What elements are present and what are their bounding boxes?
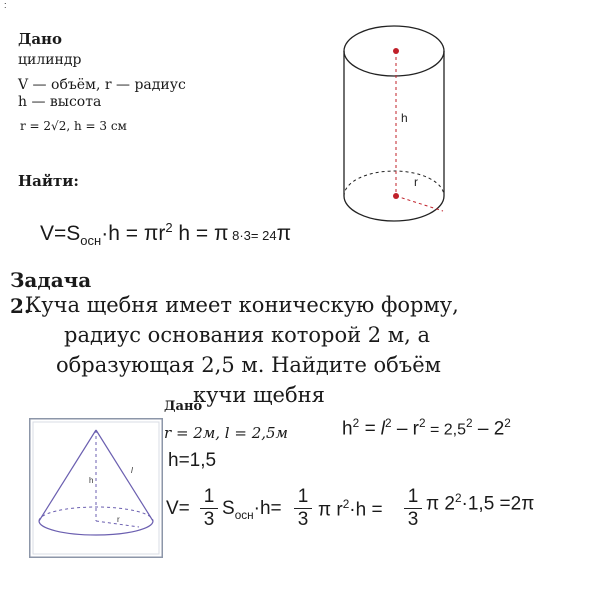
eq-value: = 2,5 bbox=[425, 421, 467, 439]
cone-fraction-1 bbox=[200, 487, 218, 530]
fraction-1-numerator: 1 bbox=[203, 486, 215, 507]
fraction-1-denominator: 3 bbox=[203, 509, 215, 531]
given-line-height: h — высота bbox=[18, 94, 102, 110]
formula2-h2: ·h = bbox=[349, 499, 383, 521]
corner-mark: : bbox=[4, 0, 7, 10]
cone-formula-result bbox=[426, 492, 534, 515]
fraction-3-denominator: 3 bbox=[407, 509, 419, 531]
cone-formula-v: V= bbox=[166, 498, 190, 519]
cone-slant-label: l bbox=[131, 466, 133, 475]
cylinder-height-label: h bbox=[401, 111, 408, 125]
eq-sup-c: 2 bbox=[419, 417, 426, 430]
formula2-sup-2a: 2 bbox=[342, 498, 350, 511]
cone-radius-label: r bbox=[117, 515, 120, 524]
formula2-h-eq: ·h= bbox=[253, 498, 282, 519]
cone-formula-pi-r-h bbox=[318, 498, 383, 521]
formula2-s: S bbox=[222, 498, 235, 519]
given-title: Дано bbox=[18, 30, 63, 48]
height-result: h=1,5 bbox=[168, 450, 217, 471]
cylinder-figure bbox=[338, 18, 450, 233]
task-heading: Задача bbox=[10, 268, 92, 292]
height-squared-equation bbox=[342, 417, 511, 440]
task-line-1: Куча щебня имеет коническую форму, bbox=[25, 293, 459, 317]
task-number: 2. bbox=[10, 294, 31, 318]
formula2-pi-r: π r bbox=[318, 499, 343, 521]
formula2-sub-osn: осн bbox=[234, 508, 254, 522]
formula-v-s: V=S bbox=[40, 222, 81, 245]
task-line-4: кучи щебня bbox=[193, 383, 325, 407]
cone-fraction-2 bbox=[294, 487, 312, 530]
given2-values: r = 2м, l = 2,5м bbox=[164, 424, 288, 442]
eq-sup-e: 2 bbox=[504, 417, 511, 430]
task-line-2: радиус основания которой 2 м, а bbox=[64, 323, 431, 347]
eq-sup-a: 2 bbox=[352, 417, 360, 430]
eq-l: = l bbox=[359, 418, 385, 440]
formula-sup-2: 2 bbox=[165, 220, 173, 235]
cone-figure bbox=[29, 418, 163, 558]
given2-title: Дано bbox=[164, 399, 203, 414]
formula-h-pi-r: ·h = πr bbox=[101, 222, 166, 245]
formula-sub-osn: осн bbox=[80, 233, 102, 249]
fraction-2-numerator: 1 bbox=[297, 486, 309, 507]
cone-height-label: h bbox=[89, 476, 94, 485]
formula-numeric: 8·3= 24 bbox=[228, 228, 277, 243]
formula2-tail: ·1,5 =2π bbox=[461, 493, 535, 515]
cone-fraction-3 bbox=[404, 487, 422, 530]
find-label: Найти: bbox=[18, 172, 79, 190]
formula2-pi-2: π 2 bbox=[426, 493, 455, 515]
cylinder-radius-label: r bbox=[414, 175, 418, 189]
given-values: r = 2√2, h = 3 см bbox=[20, 119, 127, 133]
eq-minus-2: – 2 bbox=[472, 418, 505, 440]
cylinder-volume-formula bbox=[40, 220, 291, 248]
fraction-3-numerator: 1 bbox=[407, 486, 419, 507]
formula-pi-end: π bbox=[276, 222, 292, 245]
given-line-volume-radius: V — объём, r — радиус bbox=[18, 77, 186, 93]
fraction-2-denominator: 3 bbox=[297, 509, 309, 531]
cone-formula-s-h bbox=[222, 498, 282, 522]
eq-minus-r: – r bbox=[391, 418, 419, 440]
eq-sup-b: 2 bbox=[385, 417, 392, 430]
eq-sup-d: 2 bbox=[466, 417, 473, 430]
given-shape: цилиндр bbox=[18, 52, 82, 68]
formula-h-pi: h = π bbox=[172, 222, 229, 245]
eq-h: h bbox=[342, 418, 353, 440]
formula2-sup-2b: 2 bbox=[454, 492, 462, 505]
task-line-3: образующая 2,5 м. Найдите объём bbox=[56, 353, 441, 377]
